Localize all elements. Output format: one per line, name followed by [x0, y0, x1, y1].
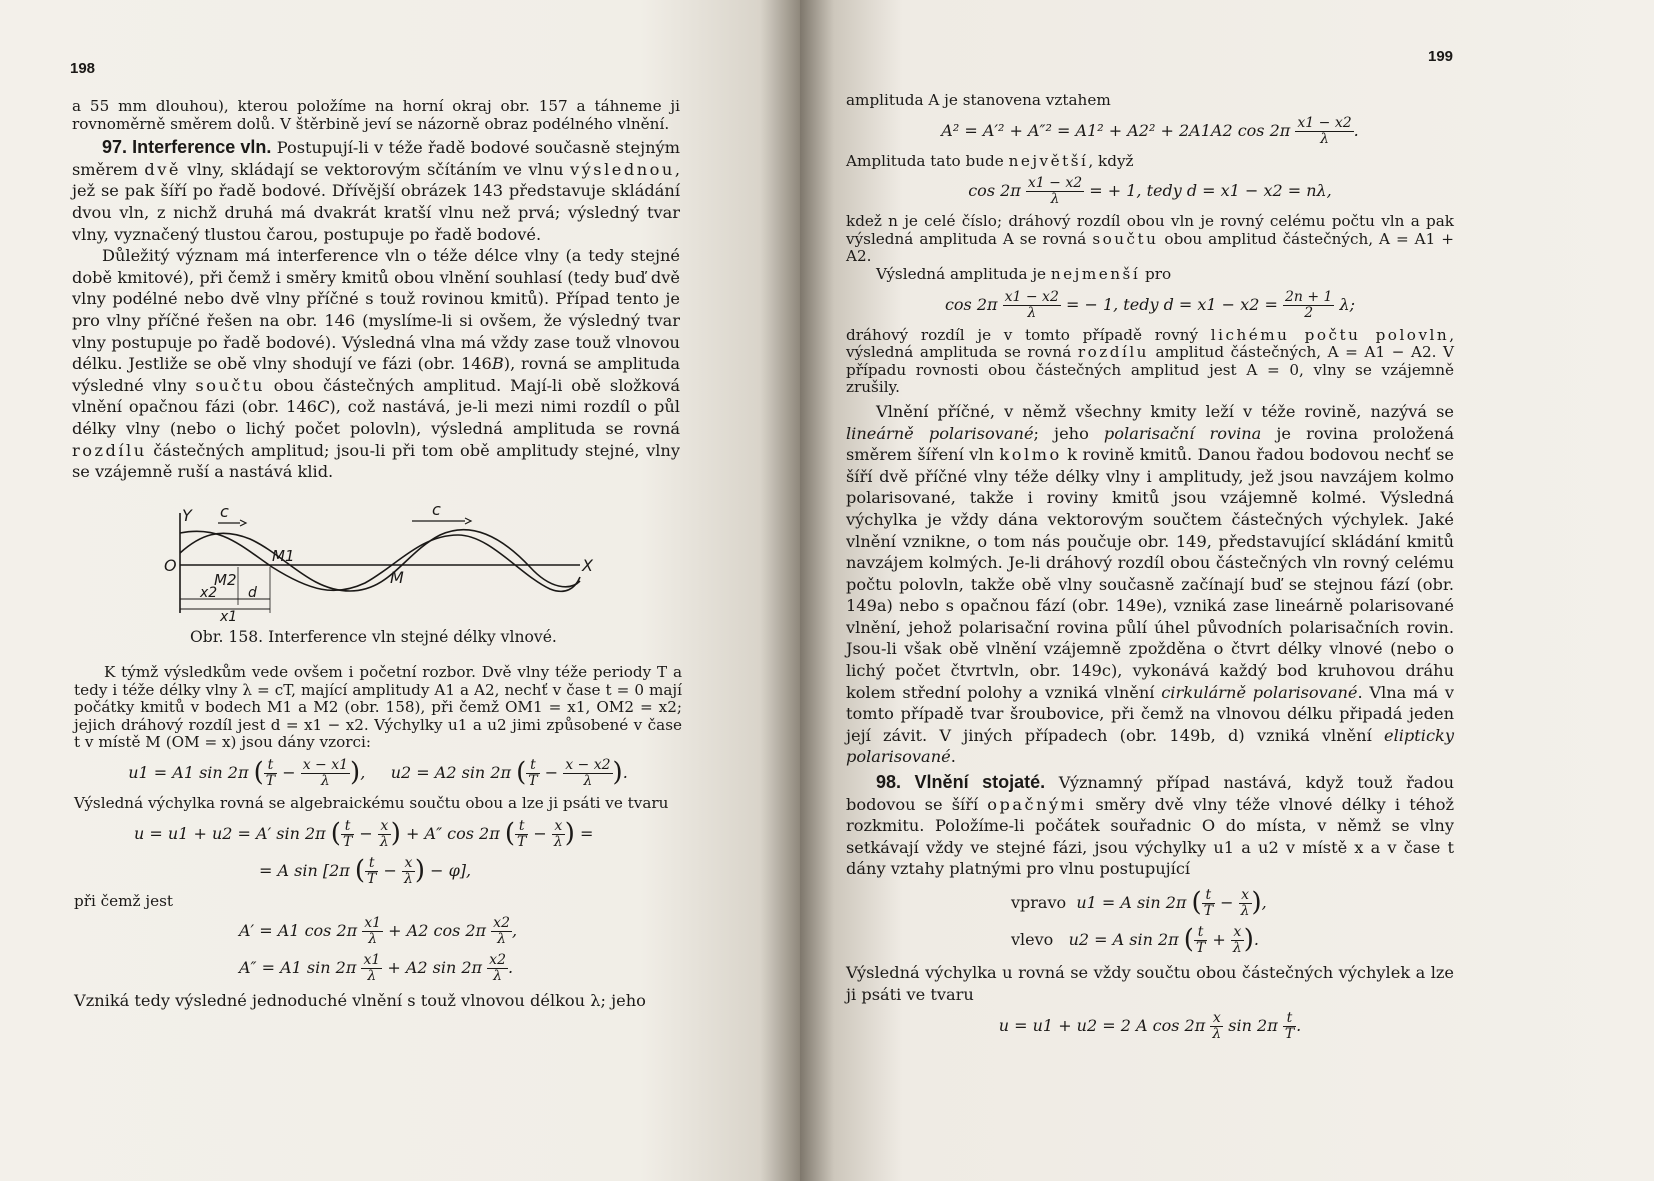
figure-caption: Obr. 158. Interference vln stejné délky vlnové.	[190, 628, 557, 646]
odd-paragraph: dráhový rozdíl je v tomto případě rovný lichému počtu polovln, výsledná amplituda se rovná rozdílu amplitud částečných, A = A1 − A2. V případu rovnosti obou částečných amplitud jest A = 0, vlny se vzájemně zrušily.	[846, 325, 1455, 397]
where-label: při čemž jest	[74, 891, 173, 910]
left-page	[0, 0, 800, 1181]
equation-left-wave: vlevo u2 = A sin 2π ( $\frac{t}{T}$ + $\frac{x}{\lambda}$ ).	[1011, 924, 1259, 956]
equation-standing-wave: u = u1 + u2 = 2 A cos 2π $\frac{x}{\lambda}$ sin 2π $\frac{t}{T}$ .	[998, 1010, 1302, 1043]
figure-158	[160, 505, 600, 625]
integer-paragraph: kdež n je celé číslo; dráhový rozdíl obou vln je rovný celému počtu vln a pak výsledná amplituda A se rovná součtu obou amplitud částečných, A = A1 + A2.	[846, 212, 1454, 266]
equation-amplitude: A² = A′² + A″² = A1² + A2² + 2A1A2 cos 2π $\frac{x1 - x2}{\lambda}$ .	[941, 114, 1359, 147]
equation-a-prime: A′ = A1 cos 2π $\frac{x1}{\lambda}$ + A2 cos 2π $\frac{x2}{\lambda}$ ,	[239, 915, 518, 948]
polarisation-paragraph: Vlnění příčné, v němž všechny kmity leží v téže rovině, nazývá se lineárně polarisované; jeho polarisační rovina je rovina proložená směrem šíření vln kolmo k rovině kmitů. Danou řadou bodovou nechť se šíří dvě příčné vlny téže délky vlny i amplitudy, jež jsou navzájem kolmo polarisované, takže i roviny kmitů jsou vzájemně kolmé. Výsledná výchylka je vždy dána vektorovým součtem částečných výchylek. Jaké vlnění vznikne, o tom nás poučuje obr. 149, představující skládání kmitů navzájem kolmých. Je-li dráhový rozdíl obou částečných vln rovný celému počtu polovln, takže obě vlny současně začínají buď se stejnou fází (obr. 149a) nebo s opačnou fází (obr. 149e), vzniká zase lineárně polarisované vlnění, jehož polarisační rovina půlí úhel původních polarisačních rovin. Jsou-li však obě vlnění vzájemně zpožděna o čtvrt délky vlnové (nebo o lichý počet čtvrtvln, obr. 149c), vykonává každý bod kruhovou dráhu kolem střední polohy a vzniká vlnění cirkulárně polarisované. Vlna má v tomto případě tvar šroubovice, při čemž na vlnovou délku připadá jeden její závit. V jiných případech (obr. 149b, d) vzniká vlnění elipticky polarisované.	[846, 401, 1454, 767]
section-heading: 98. Vlnění stojaté.	[876, 772, 1046, 793]
equation-u-sum: u = u1 + u2 = A′ sin 2π ( $\frac{t}{T}$ − $\frac{x}{\lambda}$ ) + A″ cos 2π ( $\frac{t}{T}$ − $\frac{x}{\lambda}$ ) =	[134, 817, 594, 850]
fig-label-x: X	[582, 556, 593, 575]
section-97-paragraph: 97. Interference vln. Postupují-li v téže řadě bodové současně stejným směrem dvě vlny, skládají se vektorovým sčítáním ve vlnu výslednou, jež se pak šíří po řadě bodové. Dřívější obrázek 143 představuje skládání dvou vln, z nichž druhá má dvakrát kratší vlnu než prvá; výsledný tvar vlny, vyznačený tlustou čarou, postupuje po řadě bodové.	[72, 137, 681, 244]
left-text-column-2	[74, 664, 682, 1012]
section-98-paragraph: 98. Vlnění stojaté. Významný případ nastává, když touž řadou bodovou se šíří opačnými směry dvě vlny téže vlnové délky i téhož rozkmitu. Položíme-li počátek souřadnic O do místa, v němž se vlny setkávají vždy ve stejné fázi, jsou výchylky u1 a u2 v místě x a v čase t dány vztahy platnými pro vlnu postupující	[846, 772, 1454, 879]
section-heading: 97. Interference vln.	[102, 137, 272, 158]
fig-label-c1: c	[220, 505, 229, 521]
fig-label-x2: x2	[200, 585, 218, 601]
standing-wave-paragraph: Výsledná výchylka u rovná se vždy součtu obou částečných výchylek a lze ji psáti ve tvaru	[846, 963, 1454, 1004]
page-number: 199	[1428, 48, 1454, 65]
fig-label-x1: x1	[220, 609, 238, 625]
intro-paragraph: a 55 mm dlouhou), kterou položíme na horní okraj obr. 157 a táhneme ji rovnoměrně směrem dolů. V štěrbině jeví se názorně obraz podélného vlnění.	[72, 97, 680, 133]
fig-label-d: d	[248, 585, 257, 601]
right-page	[800, 0, 1654, 1181]
equation-max: cos 2π $\frac{x1 - x2}{\lambda}$ = + 1, tedy d = x1 − x2 = nλ,	[968, 175, 1332, 208]
equation-min: cos 2π $\frac{x1 - x2}{\lambda}$ = − 1, tedy d = x1 − x2 = $\frac{2n + 1}{2}$ λ;	[944, 288, 1356, 321]
fig-label-o: O	[164, 556, 177, 575]
equation-a-double-prime: A″ = A1 sin 2π $\frac{x1}{\lambda}$ + A2 sin 2π $\frac{x2}{\lambda}$ .	[239, 952, 514, 985]
fig-label-m: M	[390, 568, 404, 587]
fig-label-c2: c	[432, 505, 441, 519]
right-text-column	[846, 92, 1454, 1048]
equation-u-sin: = A sin [2π ( $\frac{t}{T}$ − $\frac{x}{\lambda}$ ) − φ],	[259, 854, 472, 887]
fig-label-y: Y	[182, 506, 192, 525]
analysis-paragraph: K týmž výsledkům vede ovšem i početní rozbor. Dvě vlny téže periody T a tedy i téže délky vlny λ = cT, mající amplitudy A1 a A2, nechť v čase t = 0 mají počátky kmitů v bodech M1 a M2 (obr. 158), při čemž OM1 = x1, OM2 = x2; jejich dráhový rozdíl jest d = x1 − x2. Výchylky u1 a u2 jimi způsobené v čase t v místě M (OM = x) jsou dány vzorci:	[74, 663, 682, 752]
equation-u1-u2: u1 = A1 sin 2π ( $\frac{t}{T}$ − $\frac{x - x1}{\lambda}$ ), u2 = A2 sin 2π ( $\frac{t}{T}$ − $\frac{x - x2}{\lambda}$ ).	[128, 756, 628, 789]
left-text-column	[72, 98, 680, 483]
equation-right-wave: vpravo u1 = A sin 2π ( $\frac{t}{T}$ − $\frac{x}{\lambda}$ ),	[1011, 887, 1267, 919]
wave-2	[180, 530, 580, 591]
min-amplitude-line: Výsledná amplituda je nejmenší pro	[876, 264, 1172, 283]
sum-paragraph: Výsledná výchylka rovná se algebraickému součtu obou a lze ji psáti ve tvaru	[74, 793, 669, 812]
page-number: 198	[70, 60, 96, 77]
max-amplitude-line: Amplituda tato bude největší, když	[846, 151, 1134, 170]
amplitude-line: amplituda A je stanovena vztahem	[846, 91, 1111, 109]
closing-paragraph: Vzniká tedy výsledné jednoduché vlnění s touž vlnovou délkou λ; jeho	[74, 991, 646, 1011]
interference-paragraph: Důležitý význam má interference vln o téže délce vlny (a tedy stejné době kmitové), při čemž i směry kmitů obou vlnění souhlasí (tedy buď dvě vlny podélné nebo dvě vlny příčné s touž rovinou kmitů). Případ tento je pro vlny příčné řešen na obr. 146 (myslíme-li si ovšem, že výsledný tvar vlny postupuje po řadě bodové). Výsledná vlna má vždy zase touž vlnovou délku. Jestliže se obě vlny shodují ve fázi (obr. 146B), rovná se amplituda výsledné vlny součtu obou částečných amplitud. Mají-li obě složková vlnění opačnou fázi (obr. 146C), což nastává, je-li mezi nimi rozdíl o půl délky vlny (nebo o lichý počet polovln), výsledná amplituda se rovná rozdílu částečných amplitud; jsou-li při tom obě amplitudy stejné, vlny se vzájemně ruší a nastává klid.	[72, 246, 681, 482]
fig-label-m1: M1	[272, 547, 295, 565]
fig-label-m2: M2	[214, 571, 237, 589]
